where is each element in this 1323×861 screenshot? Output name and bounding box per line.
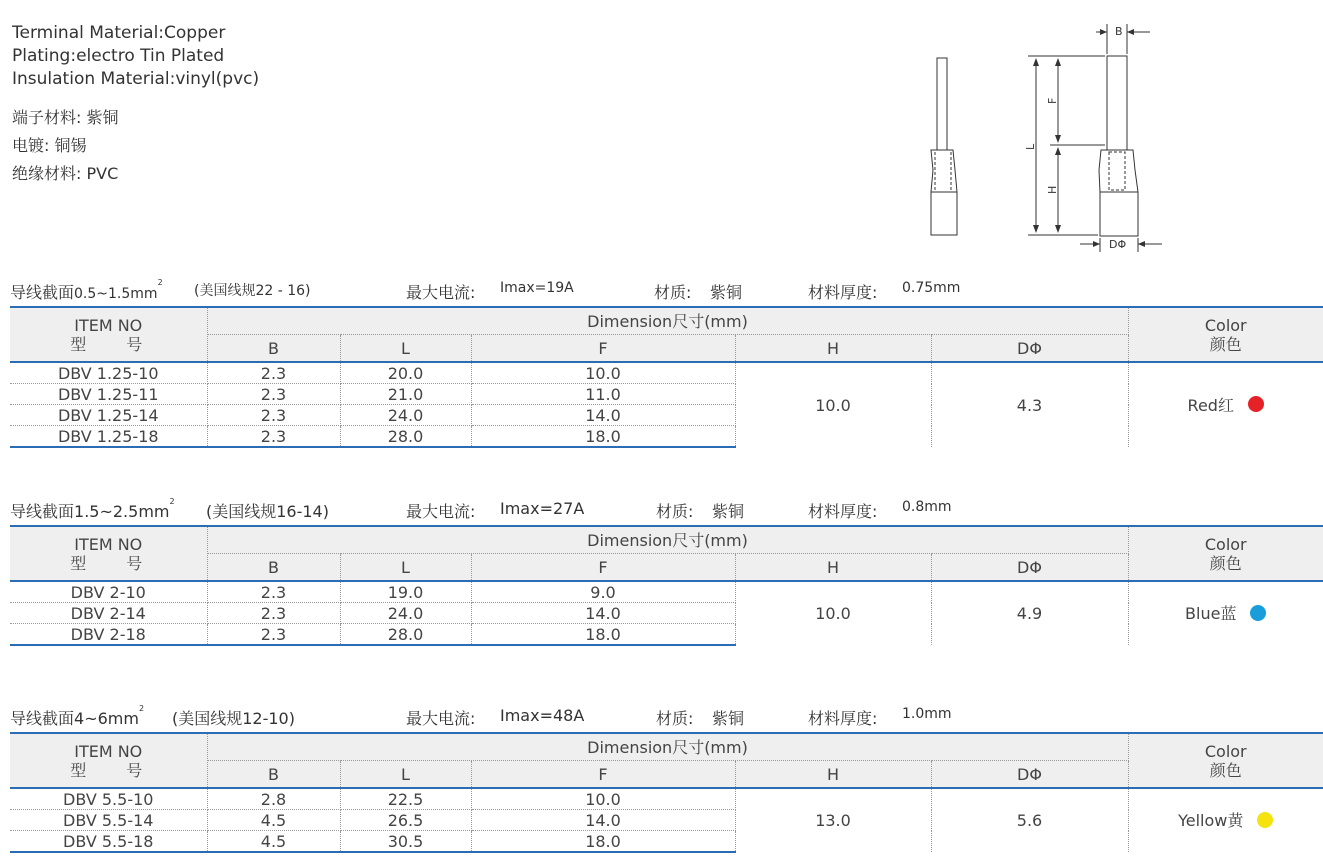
current-label: 最大电流: <box>406 283 476 302</box>
material-value: 紫铜 <box>712 502 745 521</box>
area-superscript: 2 <box>157 278 163 287</box>
table-subheader-row <box>10 335 1323 363</box>
item-no-header: ITEM NO 型号 <box>10 733 207 788</box>
diagram-label-b: B <box>1115 25 1123 38</box>
material-specs-english <box>12 22 259 91</box>
terminal-diagram <box>900 20 1190 260</box>
dimension-header: Dimension尺寸(mm) <box>207 733 1128 761</box>
color-cell <box>1128 362 1323 447</box>
col-d-header: DΦ <box>931 761 1128 789</box>
color-label: Blue蓝 <box>1185 604 1237 623</box>
b-cell: 2.8 <box>207 788 340 810</box>
spec-line-cn-insulation: 绝缘材料: PVC <box>12 164 119 183</box>
item-no-cell: DBV 2-10 <box>10 581 207 603</box>
diagram-label-l: L <box>1024 143 1037 150</box>
dimension-header: Dimension尺寸(mm) <box>207 307 1128 335</box>
h-cell: 13.0 <box>735 788 931 852</box>
table-subheader-row <box>10 761 1323 789</box>
spec-table <box>10 732 1323 853</box>
item-no-header: ITEM NO 型号 <box>10 307 207 362</box>
diagram-label-h: H <box>1046 185 1059 194</box>
col-l-header: L <box>340 761 471 789</box>
color-cell <box>1128 788 1323 852</box>
item-no-cell: DBV 1.25-11 <box>10 384 207 405</box>
d-cell: 4.3 <box>931 362 1128 447</box>
section-header <box>10 499 1193 525</box>
area-superscript: 2 <box>138 704 145 713</box>
item-no-cell: DBV 1.25-10 <box>10 362 207 384</box>
spec-section-1 <box>10 278 1247 448</box>
f-cell: 18.0 <box>471 624 735 646</box>
thickness-label: 材料厚度: <box>808 709 878 728</box>
l-cell: 24.0 <box>340 603 471 624</box>
material-label: 材质: <box>654 283 692 302</box>
color-header: Color 颜色 <box>1128 733 1323 788</box>
awg-range: (美国线规22 - 16) <box>194 283 311 299</box>
color-header: Color 颜色 <box>1128 307 1323 362</box>
table-row <box>10 788 1323 810</box>
f-cell: 14.0 <box>471 810 735 831</box>
b-cell: 2.3 <box>207 405 340 426</box>
area-superscript: 2 <box>169 497 175 506</box>
material-label: 材质: <box>656 709 694 728</box>
col-l-header: L <box>340 554 471 582</box>
area-prefix: 导线截面 <box>10 283 75 302</box>
area-value: 1.5~2.5mm <box>74 502 170 521</box>
awg-range: (美国线规16-14) <box>206 502 329 521</box>
spec-table <box>10 306 1323 448</box>
area-value: 0.5~1.5mm <box>74 286 158 302</box>
col-h-header: H <box>735 761 931 789</box>
item-no-cell: DBV 1.25-18 <box>10 426 207 448</box>
b-cell: 4.5 <box>207 810 340 831</box>
b-cell: 4.5 <box>207 831 340 853</box>
b-cell: 2.3 <box>207 624 340 646</box>
spec-line-cn-plating: 电镀: 铜锡 <box>12 136 87 155</box>
diagram-label-f: F <box>1046 97 1059 104</box>
col-d-header: DΦ <box>931 554 1128 582</box>
area-value: 4~6mm <box>74 709 139 728</box>
l-cell: 24.0 <box>340 405 471 426</box>
spec-line-insulation: Insulation Material:vinyl(pvc) <box>12 69 260 89</box>
d-cell: 4.9 <box>931 581 1128 645</box>
col-b-header: B <box>207 335 340 363</box>
l-cell: 22.5 <box>340 788 471 810</box>
col-b-header: B <box>207 554 340 582</box>
table-header-row <box>10 307 1323 335</box>
current-value: Imax=27A <box>500 499 585 518</box>
f-cell: 18.0 <box>471 831 735 853</box>
col-b-header: B <box>207 761 340 789</box>
item-no-header: ITEM NO 型号 <box>10 526 207 581</box>
item-no-cell: DBV 5.5-10 <box>10 788 207 810</box>
l-cell: 21.0 <box>340 384 471 405</box>
color-cell <box>1128 581 1323 645</box>
item-no-cell: DBV 2-14 <box>10 603 207 624</box>
table-subheader-row <box>10 554 1323 582</box>
col-f-header: F <box>471 761 735 789</box>
section-header <box>10 280 1193 306</box>
col-l-header: L <box>340 335 471 363</box>
thickness-label: 材料厚度: <box>808 502 878 521</box>
f-cell: 10.0 <box>471 362 735 384</box>
spec-table <box>10 525 1323 646</box>
l-cell: 28.0 <box>340 624 471 646</box>
b-cell: 2.3 <box>207 384 340 405</box>
l-cell: 19.0 <box>340 581 471 603</box>
color-label: Yellow黄 <box>1178 811 1244 830</box>
material-specs-chinese <box>12 104 118 188</box>
b-cell: 2.3 <box>207 426 340 448</box>
area-prefix: 导线截面 <box>10 709 75 728</box>
b-cell: 2.3 <box>207 362 340 384</box>
color-label: Red红 <box>1187 395 1234 415</box>
dimension-header: Dimension尺寸(mm) <box>207 526 1128 554</box>
section-header <box>10 706 1193 732</box>
b-cell: 2.3 <box>207 581 340 603</box>
current-label: 最大电流: <box>406 502 476 521</box>
thickness-label: 材料厚度: <box>808 283 878 302</box>
current-value: Imax=19A <box>500 280 574 296</box>
material-value: 紫铜 <box>710 283 743 302</box>
material-label: 材质: <box>656 502 694 521</box>
red-color-swatch <box>1248 396 1264 412</box>
material-value: 紫铜 <box>712 709 745 728</box>
spec-section-2 <box>10 497 1247 646</box>
h-cell: 10.0 <box>735 581 931 645</box>
f-cell: 10.0 <box>471 788 735 810</box>
item-no-cell: DBV 1.25-14 <box>10 405 207 426</box>
b-cell: 2.3 <box>207 603 340 624</box>
diagram-label-d: DΦ <box>1109 238 1127 251</box>
item-no-cell: DBV 2-18 <box>10 624 207 646</box>
thickness-value: 0.8mm <box>902 499 952 515</box>
f-cell: 14.0 <box>471 405 735 426</box>
table-header-row <box>10 526 1323 554</box>
f-cell: 14.0 <box>471 603 735 624</box>
spec-section-3 <box>10 704 1247 853</box>
l-cell: 28.0 <box>340 426 471 448</box>
table-header-row <box>10 733 1323 761</box>
f-cell: 11.0 <box>471 384 735 405</box>
f-cell: 18.0 <box>471 426 735 448</box>
current-label: 最大电流: <box>406 709 476 728</box>
blue-color-swatch <box>1250 605 1266 621</box>
yellow-color-swatch <box>1257 812 1273 828</box>
color-header: Color 颜色 <box>1128 526 1323 581</box>
col-h-header: H <box>735 554 931 582</box>
f-cell: 9.0 <box>471 581 735 603</box>
col-f-header: F <box>471 335 735 363</box>
h-cell: 10.0 <box>735 362 931 447</box>
l-cell: 20.0 <box>340 362 471 384</box>
thickness-value: 1.0mm <box>902 706 952 722</box>
col-f-header: F <box>471 554 735 582</box>
l-cell: 26.5 <box>340 810 471 831</box>
spec-line-material: Terminal Material:Copper <box>12 23 226 43</box>
d-cell: 5.6 <box>931 788 1128 852</box>
area-prefix: 导线截面 <box>10 502 75 521</box>
l-cell: 30.5 <box>340 831 471 853</box>
item-no-cell: DBV 5.5-18 <box>10 831 207 853</box>
table-row <box>10 362 1323 384</box>
item-no-cell: DBV 5.5-14 <box>10 810 207 831</box>
col-h-header: H <box>735 335 931 363</box>
table-row <box>10 581 1323 603</box>
col-d-header: DΦ <box>931 335 1128 363</box>
awg-range: (美国线规12-10) <box>172 709 295 728</box>
thickness-value: 0.75mm <box>902 280 961 296</box>
current-value: Imax=48A <box>500 706 585 725</box>
spec-line-cn-material: 端子材料: 紫铜 <box>12 108 119 127</box>
spec-line-plating: Plating:electro Tin Plated <box>12 46 225 66</box>
